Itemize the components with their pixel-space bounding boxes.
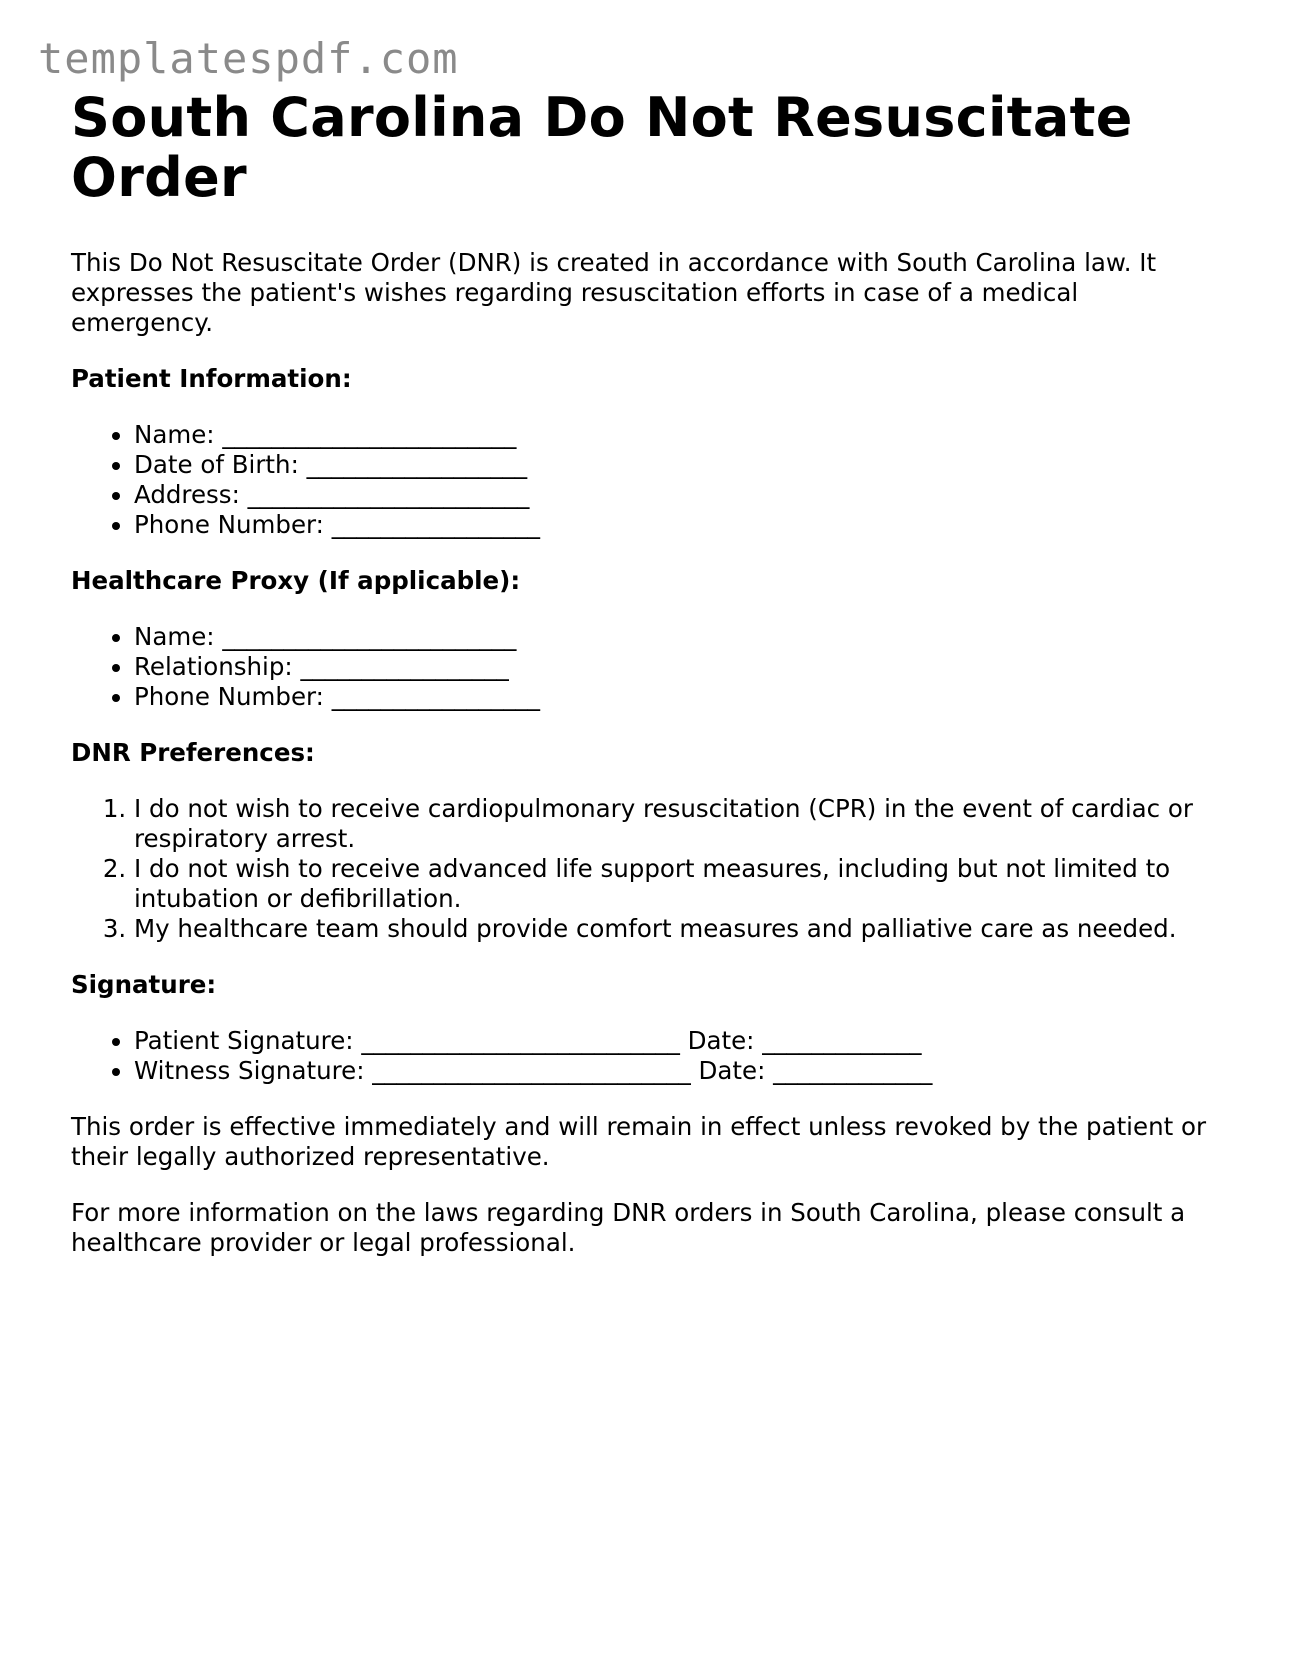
list-item: • Patient Signature: __________________________ Date: _____________ xyxy=(134,1026,1231,1056)
list-item: • Name: ________________________ xyxy=(134,420,1231,450)
list-item: • Phone Number: _________________ xyxy=(134,682,1231,712)
signature-heading: Signature: xyxy=(71,970,217,999)
list-item: • Name: ________________________ xyxy=(134,622,1231,652)
list-item: 3. My healthcare team should provide comfort measures and palliative care as needed. xyxy=(134,914,1231,944)
intro-paragraph: This Do Not Resuscitate Order (DNR) is created in accordance with South Carolina law. It expresses the patient's wishes regarding resuscitation efforts in case of a medical emergency. xyxy=(71,248,1157,337)
closing-paragraph-info: For more information on the laws regarding DNR orders in South Carolina, please consult a healthcare provider or legal professional. xyxy=(71,1198,1186,1257)
preferences-list xyxy=(71,794,1231,944)
proxy-list xyxy=(71,622,1231,712)
preferences-heading: DNR Preferences: xyxy=(71,738,315,767)
list-item: • Phone Number: _________________ xyxy=(134,510,1231,540)
page-title: South Carolina Do Not Resuscitate Order xyxy=(71,86,1133,209)
signature-list xyxy=(71,1026,1231,1086)
list-item: • Date of Birth: __________________ xyxy=(134,450,1231,480)
patient-info-heading: Patient Information: xyxy=(71,364,352,393)
closing-paragraph: This order is effective immediately and will remain in effect unless revoked by the patient or their legally authorized representative. xyxy=(71,1112,1207,1171)
list-item: • Relationship: _________________ xyxy=(134,652,1231,682)
document-page xyxy=(71,88,1231,1258)
list-item: 2. I do not wish to receive advanced life support measures, including but not limited to intubation or defibrillation. xyxy=(134,854,1231,914)
watermark-text: templatespdf.com xyxy=(38,34,459,83)
list-item: • Address: _______________________ xyxy=(134,480,1231,510)
list-item: • Witness Signature: __________________________ Date: _____________ xyxy=(134,1056,1231,1086)
proxy-heading: Healthcare Proxy (If applicable): xyxy=(71,566,521,595)
list-item: 1. I do not wish to receive cardiopulmonary resuscitation (CPR) in the event of cardiac or respiratory arrest. xyxy=(134,794,1231,854)
patient-info-list xyxy=(71,420,1231,540)
